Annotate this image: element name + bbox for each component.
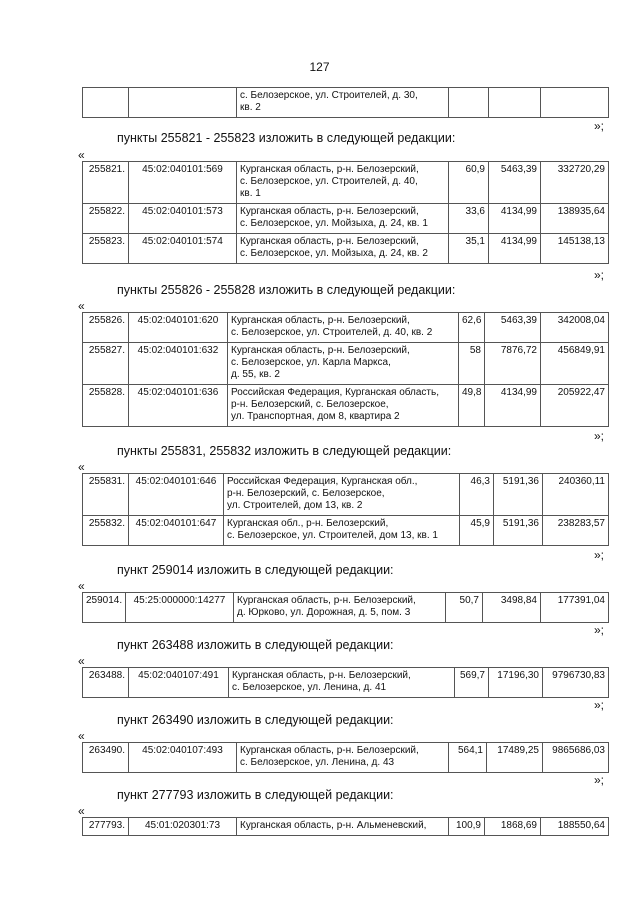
registry-table-1 [82, 161, 609, 264]
instruction-text: пункты 255831, 255832 изложить в следующей редакции: [117, 444, 452, 458]
address: Курганская область, р-н. Белозерский, с. Белозерское, ул. Ленина, д. 43 [237, 743, 449, 773]
closing-quote: »; [594, 548, 605, 562]
area: 50,7 [446, 593, 483, 623]
address: Курганская область, р-н. Альменевский, [237, 818, 449, 836]
total-value: 9865686,03 [543, 743, 609, 773]
opening-quote: « [78, 460, 85, 474]
cadastral-number: 45:02:040101:647 [129, 516, 224, 546]
row-number: 263488. [83, 668, 129, 698]
row-number: 255823. [83, 234, 129, 264]
opening-quote: « [78, 729, 85, 743]
table-row [83, 743, 609, 773]
cadastral-number: 45:02:040107:493 [129, 743, 237, 773]
area: 49,8 [459, 385, 485, 427]
closing-quote: »; [594, 268, 605, 282]
unit-price: 4134,99 [489, 204, 541, 234]
closing-quote: »; [594, 429, 605, 443]
closing-quote: »; [594, 623, 605, 637]
table-row [83, 385, 609, 427]
area: 100,9 [449, 818, 485, 836]
unit-price: 17489,25 [487, 743, 543, 773]
cadastral-number: 45:02:040101:620 [129, 313, 228, 343]
opening-quote: « [78, 804, 85, 818]
address: Курганская область, р-н. Белозерский, д. Юрково, ул. Дорожная, д. 5, пом. 3 [234, 593, 446, 623]
total-value: 205922,47 [541, 385, 609, 427]
address: Российская Федерация, Курганская обл., р-н. Белозерский, с. Белозерское, ул. Строителей, дом 13, кв. 2 [224, 474, 460, 516]
instruction-text: пункт 259014 изложить в следующей редакции: [117, 563, 394, 577]
area: 569,7 [455, 668, 489, 698]
row-number: 277793. [83, 818, 129, 836]
address: Курганская область, р-н. Белозерский, с. Белозерское, ул. Ленина, д. 41 [229, 668, 455, 698]
table-row [83, 162, 609, 204]
area: 33,6 [449, 204, 489, 234]
address: Курганская область, р-н. Белозерский, с. Белозерское, ул. Карла Маркса, д. 55, кв. 2 [228, 343, 459, 385]
cadastral-number: 45:02:040101:574 [129, 234, 237, 264]
address: Курганская область, р-н. Белозерский, с. Белозерское, ул. Мойзыха, д. 24, кв. 2 [237, 234, 449, 264]
cadastral-number: 45:01:020301:73 [129, 818, 237, 836]
total-value: 9796730,83 [543, 668, 609, 698]
cadastral-number: 45:25:000000:14277 [126, 593, 234, 623]
table-row [83, 88, 609, 118]
cadastral-number: 45:02:040101:646 [129, 474, 224, 516]
address: Курганская обл., р-н. Белозерский, с. Белозерское, ул. Строителей, дом 13, кв. 1 [224, 516, 460, 546]
area: 35,1 [449, 234, 489, 264]
total-value: 145138,13 [541, 234, 609, 264]
unit-price: 5191,36 [494, 474, 543, 516]
total-value [541, 88, 609, 118]
unit-price: 5191,36 [494, 516, 543, 546]
cadastral-number: 45:02:040101:569 [129, 162, 237, 204]
closing-quote: »; [594, 119, 605, 133]
row-number: 263490. [83, 743, 129, 773]
opening-quote: « [78, 654, 85, 668]
unit-price: 5463,39 [485, 313, 541, 343]
area: 46,3 [460, 474, 494, 516]
instruction-text: пункт 263490 изложить в следующей редакции: [117, 713, 394, 727]
total-value: 177391,04 [541, 593, 609, 623]
total-value: 240360,11 [543, 474, 609, 516]
address: Курганская область, р-н. Белозерский, с. Белозерское, ул. Строителей, д. 40, кв. 2 [228, 313, 459, 343]
row-number: 255831. [83, 474, 129, 516]
row-number [83, 88, 129, 118]
registry-table-2 [82, 312, 609, 427]
address: с. Белозерское, ул. Строителей, д. 30, кв. 2 [237, 88, 449, 118]
address: Курганская область, р-н. Белозерский, с. Белозерское, ул. Мойзыха, д. 24, кв. 1 [237, 204, 449, 234]
unit-price: 4134,99 [489, 234, 541, 264]
opening-quote: « [78, 148, 85, 162]
unit-price [489, 88, 541, 118]
total-value: 238283,57 [543, 516, 609, 546]
table-row [83, 668, 609, 698]
closing-quote: »; [594, 698, 605, 712]
closing-quote: »; [594, 773, 605, 787]
area: 45,9 [460, 516, 494, 546]
instruction-text: пункт 263488 изложить в следующей редакции: [117, 638, 394, 652]
opening-quote: « [78, 579, 85, 593]
registry-table-0 [82, 87, 609, 118]
row-number: 255826. [83, 313, 129, 343]
registry-table-3 [82, 473, 609, 546]
area: 60,9 [449, 162, 489, 204]
area [449, 88, 489, 118]
unit-price: 4134,99 [485, 385, 541, 427]
total-value: 456849,91 [541, 343, 609, 385]
registry-table-6 [82, 742, 609, 773]
page-number: 127 [309, 60, 330, 74]
instruction-text: пункты 255826 - 255828 изложить в следующей редакции: [117, 283, 456, 297]
table-row [83, 313, 609, 343]
cadastral-number: 45:02:040101:636 [129, 385, 228, 427]
row-number: 255821. [83, 162, 129, 204]
area: 564,1 [449, 743, 487, 773]
total-value: 342008,04 [541, 313, 609, 343]
cadastral-number: 45:02:040107:491 [129, 668, 229, 698]
table-row [83, 516, 609, 546]
cadastral-number: 45:02:040101:573 [129, 204, 237, 234]
total-value: 138935,64 [541, 204, 609, 234]
registry-table-4 [82, 592, 609, 623]
address: Российская Федерация, Курганская область, р-н. Белозерский, с. Белозерское, ул. Транспортная, дом 8, квартира 2 [228, 385, 459, 427]
row-number: 259014. [83, 593, 126, 623]
unit-price: 17196,30 [489, 668, 543, 698]
instruction-text: пункт 277793 изложить в следующей редакции: [117, 788, 394, 802]
table-row [83, 234, 609, 264]
table-row [83, 593, 609, 623]
total-value: 332720,29 [541, 162, 609, 204]
opening-quote: « [78, 299, 85, 313]
unit-price: 1868,69 [485, 818, 541, 836]
row-number: 255822. [83, 204, 129, 234]
table-row [83, 343, 609, 385]
row-number: 255827. [83, 343, 129, 385]
unit-price: 5463,39 [489, 162, 541, 204]
cadastral-number: 45:02:040101:632 [129, 343, 228, 385]
registry-table-5 [82, 667, 609, 698]
table-row [83, 474, 609, 516]
cadastral-number [129, 88, 237, 118]
row-number: 255828. [83, 385, 129, 427]
table-row [83, 204, 609, 234]
instruction-text: пункты 255821 - 255823 изложить в следующей редакции: [117, 131, 456, 145]
unit-price: 3498,84 [483, 593, 541, 623]
total-value: 188550,64 [541, 818, 609, 836]
unit-price: 7876,72 [485, 343, 541, 385]
table-row [83, 818, 609, 836]
area: 58 [459, 343, 485, 385]
area: 62,6 [459, 313, 485, 343]
address: Курганская область, р-н. Белозерский, с. Белозерское, ул. Строителей, д. 40, кв. 1 [237, 162, 449, 204]
row-number: 255832. [83, 516, 129, 546]
registry-table-7 [82, 817, 609, 836]
